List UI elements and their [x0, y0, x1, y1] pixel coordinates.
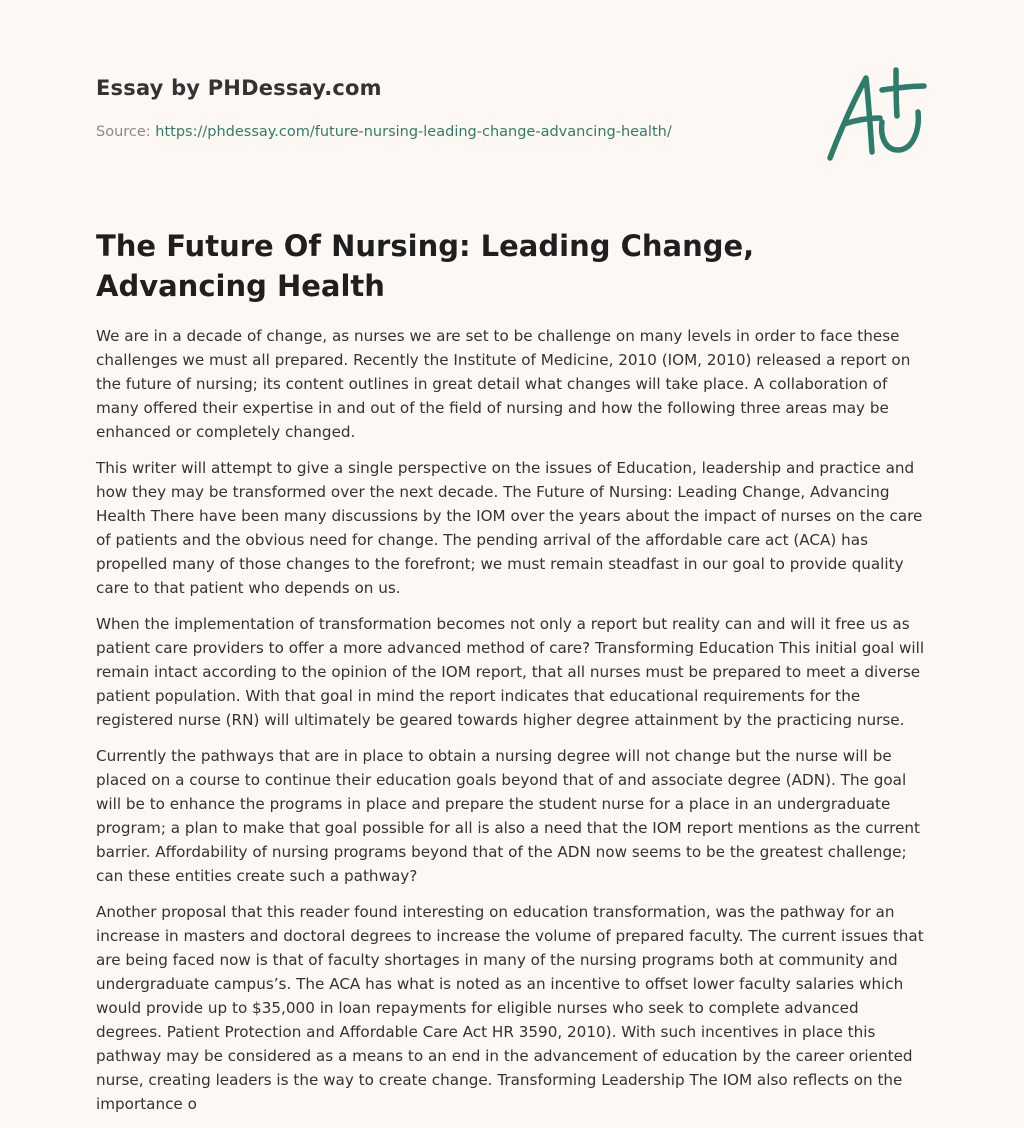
- source-line: [96, 124, 672, 140]
- source-label: Source:: [96, 124, 156, 140]
- page-header: [96, 0, 928, 200]
- essay-body: [96, 324, 928, 1128]
- essay-page: [96, 0, 928, 1113]
- site-brand: Essay by PHDessay.com: [96, 76, 382, 100]
- essay-title: The Future Of Nursing: Leading Change, Advancing Health: [96, 229, 755, 303]
- essay-paragraph: When the implementation of transformation becomes not only a report but reality can and will it free us as patient care providers to offer a more advanced method of care? Transforming Education This initial goal will remain intact according to the opinion of the IOM report, that all nurses must be prepared to meet a diverse patient population. With that goal in mind the report indicates that educational requirements for the registered nurse (RN) will ultimately be geared towards higher degree attainment by the practicing nurse.: [96, 615, 925, 729]
- a-plus-logo-icon: [822, 66, 928, 166]
- source-link[interactable]: https://phdessay.com/future-nursing-leading-change-advancing-health/: [155, 124, 672, 140]
- essay-paragraph: This writer will attempt to give a single perspective on the issues of Education, leadership and practice and how they may be transformed over the next decade. The Future of Nursing: Leading Change, Advancing Health There have been many discussions by the IOM over the years about the impact of nurses on the care of patients and the obvious need for change. The pending arrival of the affordable care act (ACA) has propelled many of those changes to the forefront; we must remain steadfast in our goal to provide quality care to that patient who depends on us.: [96, 459, 923, 597]
- essay-paragraph: Currently the pathways that are in place to obtain a nursing degree will not change but the nurse will be placed on a course to continue their education goals beyond that of and associate degree (ADN). The goal will be to enhance the programs in place and prepare the student nurse for a place in an undergraduate program; a plan to make that goal possible for all is also a need that the IOM report mentions as the current barrier. Affordability of nursing programs beyond that of the ADN now seems to be the greatest challenge; can these entities create such a pathway?: [96, 747, 920, 885]
- essay-paragraph: Another proposal that this reader found interesting on education transformation, was the pathway for an increase in masters and doctoral degrees to increase the volume of prepared faculty. The current issues that are being faced now is that of faculty shortages in many of the nursing programs both at community and undergraduate campus’s. The ACA has what is noted as an incentive to offset lower faculty salaries which would provide up to $35,000 in loan repayments for eligible nurses who seek to complete advanced degrees. Patient Protection and Affordable Care Act HR 3590, 2010). With such incentives in place this pathway may be considered as a means to an end in the advancement of education by the career oriented nurse, creating leaders is the way to create change. Transforming Leadership The IOM also reflects on the importance o: [96, 903, 924, 1113]
- essay-paragraph: We are in a decade of change, as nurses we are set to be challenge on many levels in order to face these challenges we must all prepared. Recently the Institute of Medicine, 2010 (IOM, 2010) released a report on the future of nursing; its content outlines in great detail what changes will take place. A collaboration of many offered their expertise in and out of the field of nursing and how the following three areas may be enhanced or completely changed.: [96, 327, 911, 441]
